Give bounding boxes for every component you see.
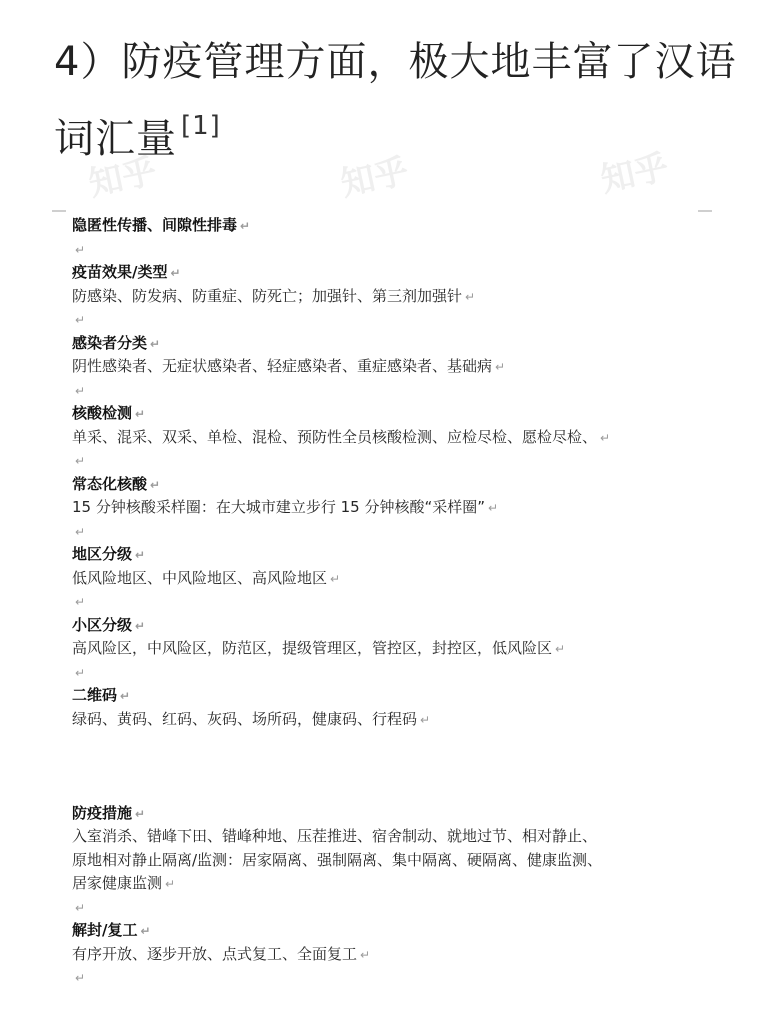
section-title-text: 地区分级: [72, 545, 133, 563]
section-title-text: 小区分级: [72, 615, 133, 634]
paragraph-mark-icon: ↵: [488, 501, 499, 515]
section-line: [72, 943, 762, 967]
section-line: [72, 637, 762, 661]
section-title: [72, 919, 762, 943]
section-line-text: 原地相对静止隔离/监测：居家隔离、强制隔离、集中隔离、硬隔离、健康监测、: [72, 850, 603, 869]
blank-line: [72, 896, 762, 920]
section-title-text: 感染者分类: [72, 333, 148, 352]
section-title-text: 解封/复工: [72, 921, 138, 939]
section-title: [72, 261, 762, 285]
blank-line: [72, 661, 762, 685]
section-title-text: 二维码: [72, 686, 118, 704]
paragraph-mark-icon: ↵: [330, 571, 341, 586]
section-title: [72, 214, 762, 238]
section-line: [72, 426, 762, 450]
section-line-text: 居家健康监测: [72, 874, 163, 892]
section-title: [72, 402, 762, 426]
section-line-text: 入室消杀、错峰下田、错峰种地、压茬推进、宿舍制动、就地过节、相对静止、: [72, 827, 598, 845]
blank-line: [72, 520, 762, 544]
blank-gap: [72, 731, 762, 778]
section-line: [72, 708, 762, 732]
paragraph-mark-icon: ↵: [75, 383, 86, 398]
paragraph-mark-icon: ↵: [420, 712, 431, 727]
section-line: [72, 825, 762, 849]
paragraph-mark-icon: ↵: [75, 595, 86, 609]
paragraph-mark-icon: ↵: [75, 971, 86, 985]
section-title-text: 防疫措施: [72, 803, 133, 822]
paragraph-mark-icon: ↵: [150, 477, 161, 492]
watermark-logo: 知乎: [337, 151, 413, 205]
section-title-text: 核酸检测: [72, 404, 133, 422]
paragraph-mark-icon: ↵: [75, 524, 86, 539]
paragraph-mark-icon: ↵: [555, 642, 566, 656]
citation-link[interactable]: [1]: [181, 111, 221, 141]
blank-line: [72, 308, 762, 332]
paragraph-mark-icon: ↵: [75, 900, 86, 915]
section-title-text: 常态化核酸: [72, 474, 148, 493]
blank-line: [72, 238, 762, 262]
section-line: [72, 496, 762, 520]
paragraph-mark-icon: ↵: [465, 289, 476, 304]
document-body: [72, 214, 762, 990]
paragraph-mark-icon: ↵: [135, 407, 146, 421]
blank-line: [72, 449, 762, 473]
paragraph-mark-icon: ↵: [75, 242, 86, 257]
paragraph-mark-icon: ↵: [75, 665, 86, 680]
paragraph-mark-icon: ↵: [170, 266, 181, 280]
section-title: [72, 543, 762, 567]
blank-line: [72, 778, 762, 802]
section-line-text: 低风险地区、中风险地区、高风险地区: [72, 568, 328, 587]
section-line: [72, 285, 762, 309]
section-line-text: 有序开放、逐步开放、点式复工、全面复工: [72, 944, 358, 963]
section-line: [72, 872, 762, 896]
section-title: [72, 684, 762, 708]
section-title: [72, 802, 762, 826]
paragraph-mark-icon: ↵: [135, 548, 146, 562]
blank-line: [72, 966, 762, 990]
section-title: [72, 614, 762, 638]
paragraph-mark-icon: ↵: [75, 454, 86, 468]
paragraph-mark-icon: ↵: [135, 618, 146, 633]
section-title: [72, 473, 762, 497]
paragraph-mark-icon: ↵: [150, 336, 161, 351]
paragraph-mark-icon: ↵: [495, 360, 506, 374]
section-title-text: 疫苗效果/类型: [72, 263, 168, 281]
page-corner-mark-left: [52, 210, 66, 212]
paragraph-mark-icon: ↵: [240, 219, 251, 233]
section-title-text: 隐匿性传播、间隙性排毒: [72, 216, 238, 234]
section-line-text: 阴性感染者、无症状感染者、轻症感染者、重症感染者、基础病: [72, 357, 493, 375]
paragraph-mark-icon: ↵: [165, 877, 176, 891]
section-line: [72, 849, 762, 873]
blank-line: [72, 590, 762, 614]
blank-line: [72, 379, 762, 403]
watermark-logo: 知乎: [597, 147, 673, 201]
watermark-logo: 知乎: [85, 151, 161, 205]
section-line-text: 单采、混采、双采、单检、混检、预防性全员核酸检测、应检尽检、愿检尽检、: [72, 427, 598, 446]
section-line: [72, 567, 762, 591]
paragraph-mark-icon: ↵: [140, 924, 151, 938]
paragraph-mark-icon: ↵: [600, 430, 611, 445]
section-line-text: 15 分钟核酸采样圈：在大城市建立步行 15 分钟核酸“采样圈”: [72, 498, 486, 516]
section-line-text: 绿码、黄码、红码、灰码、场所码，健康码、行程码: [72, 709, 418, 728]
paragraph-mark-icon: ↵: [135, 806, 146, 821]
paragraph-mark-icon: ↵: [120, 689, 131, 703]
section-line: [72, 355, 762, 379]
paragraph-mark-icon: ↵: [360, 947, 371, 962]
heading-line-1: 4）防疫管理方面，极大地丰富了汉语: [54, 39, 737, 85]
page-corner-mark-right: [698, 210, 712, 212]
section-line-text: 高风险区，中风险区，防范区，提级管理区，管控区，封控区，低风险区: [72, 639, 553, 657]
heading-line-2-text: 词汇量: [54, 116, 177, 162]
section-title: [72, 332, 762, 356]
section-line-text: 防感染、防发病、防重症、防死亡；加强针、第三剂加强针: [72, 286, 463, 305]
paragraph-mark-icon: ↵: [75, 313, 86, 327]
